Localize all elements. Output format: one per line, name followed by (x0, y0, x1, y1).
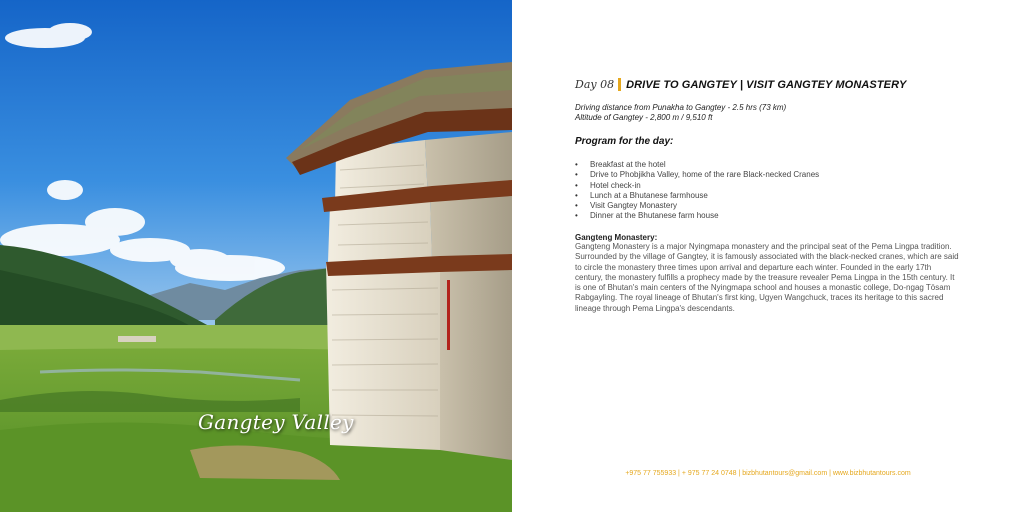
day-title: DRIVE TO GANGTEY | VISIT GANGTEY MONASTERY (626, 78, 907, 91)
bullet-icon: • (575, 201, 578, 211)
footer-contact: +975 77 755933 | + 975 77 24 0748 | bizbhutantours@gmail.com | www.bizbhutantours.com (625, 470, 911, 477)
list-item-text: Breakfast at the hotel (590, 160, 666, 169)
photo-caption: Gangtey Valley (198, 410, 354, 434)
bullet-icon: • (575, 170, 578, 180)
list-item-text: Lunch at a Bhutanese farmhouse (590, 190, 708, 200)
red-prayer-pole (447, 280, 450, 350)
list-item-text: Visit Gangtey Monastery (590, 201, 678, 211)
program-list (575, 160, 819, 222)
list-item (575, 211, 819, 221)
list-item-text: Dinner at the Bhutanese farm house (590, 211, 719, 221)
driving-distance: Driving distance from Punakha to Gangtey - 2.5 hrs (73 km) (575, 103, 787, 112)
bullet-icon: • (575, 160, 578, 169)
day-label: Day 08 (575, 78, 615, 91)
bullet-icon: • (575, 190, 578, 200)
list-item (575, 201, 819, 211)
trip-meta (575, 103, 786, 123)
chorten-base-right (440, 258, 512, 460)
farm-house (118, 336, 156, 342)
list-item-text: Hotel check-in (590, 180, 641, 190)
list-item-text: Drive to Phobjikha Valley, home of the rare Black-necked Cranes (590, 170, 820, 180)
program-title: Program for the day: (575, 136, 674, 147)
section-body: Gangteng Monastery is a major Nyingmapa monastery and the principal seat of the Pema Lingpa tradition. Surrounded by the village of Gangtey, it is famously associated with the black-necked cranes, which are said to circle the monastery three times upon arrival and departure each winter. Founded in the early 17th century, the monastery fulfills a prophecy made by the treasure revealer Pema Lingpa in the 15th century. It is one of Bhutan's main centers of the Nyingmapa school and houses a monastic college, Do-ngag Tösam Rabgayling. The royal lineage of Bhutan's first king, Ugyen Wangchuck, traces its heritage to this sacred lineage through Pema Lingpa's descendants. (575, 242, 959, 313)
list-item (575, 181, 819, 191)
list-item (575, 160, 819, 170)
itinerary-page (512, 0, 1024, 512)
day-header (575, 78, 906, 91)
bullet-icon: • (575, 211, 578, 221)
section-title: Gangteng Monastery: (575, 233, 658, 242)
bullet-icon: • (575, 180, 578, 190)
list-item (575, 170, 819, 180)
list-item (575, 191, 819, 201)
header-accent-bar (618, 78, 621, 91)
chorten-middle-right (430, 196, 512, 262)
altitude: Altitude of Gangtey - 2,800 m / 9,510 ft (575, 113, 713, 122)
